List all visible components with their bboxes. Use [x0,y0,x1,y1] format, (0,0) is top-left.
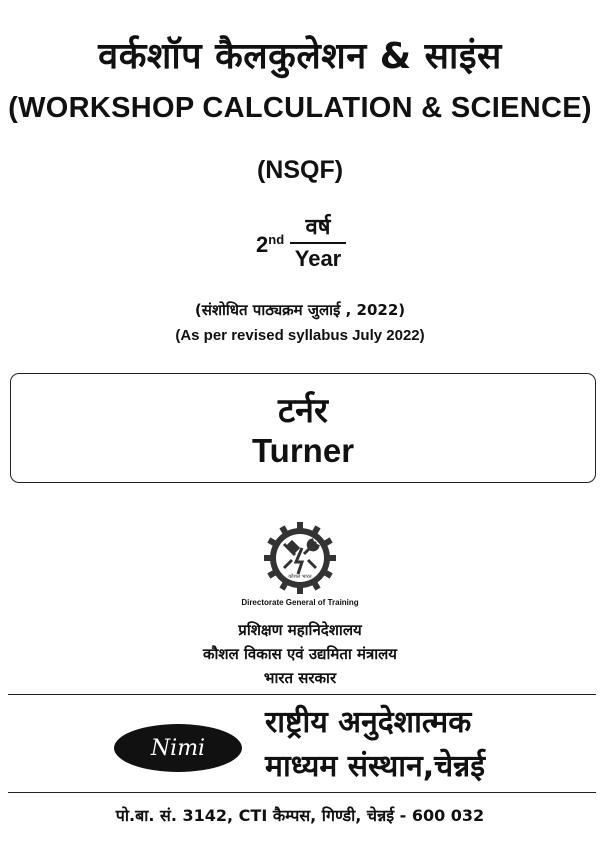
trade-hindi: टर्नर [278,391,328,431]
institute-line-1: राष्ट्रीय अनुदेशात्मक [265,705,472,740]
trade-box [10,373,596,483]
year-hindi: वर्ष [290,214,346,244]
nsqf-label: (NSQF) [256,156,344,184]
trade-english: Turner [251,432,355,469]
dgt-emblem-icon [262,520,338,596]
year-fraction [290,214,346,274]
year-english: Year [294,246,342,271]
year-label [252,214,362,280]
address: पो.बा. सं. 3142, CTI कैम्पस, गिण्डी, चेन्नई - 600 032 [115,806,485,825]
ministry-line-2: कौशल विकास एवं उद्यमिता मंत्रालय [202,645,398,663]
nimi-logo-text: Nimi [150,736,206,761]
emblem-inner-text: कौशल भारत [288,574,312,580]
hindi-title: वर्कशॉप कैलकुलेशन & साइंस [98,36,502,77]
year-ordinal-suffix: nd [268,232,285,247]
divider-bottom [8,792,596,793]
year-ordinal [256,232,284,258]
ministry-line-1: प्रशिक्षण महानिदेशालय [238,621,362,639]
institute-line-2: माध्यम संस्थान,चेन्नई [265,749,485,784]
year-number: 2 [256,232,269,257]
dgt-caption: Directorate General of Training [241,598,359,607]
ministry-line-3: भारत सरकार [263,669,337,687]
divider-top [8,694,596,695]
english-title: (WORKSHOP CALCULATION & SCIENCE) [8,92,592,124]
syllabus-hindi: (संशोधित पाठ्यक्रम जुलाई , 2022) [194,301,406,319]
syllabus-english: (As per revised syllabus July 2022) [175,327,425,344]
nimi-logo-icon [112,722,244,774]
